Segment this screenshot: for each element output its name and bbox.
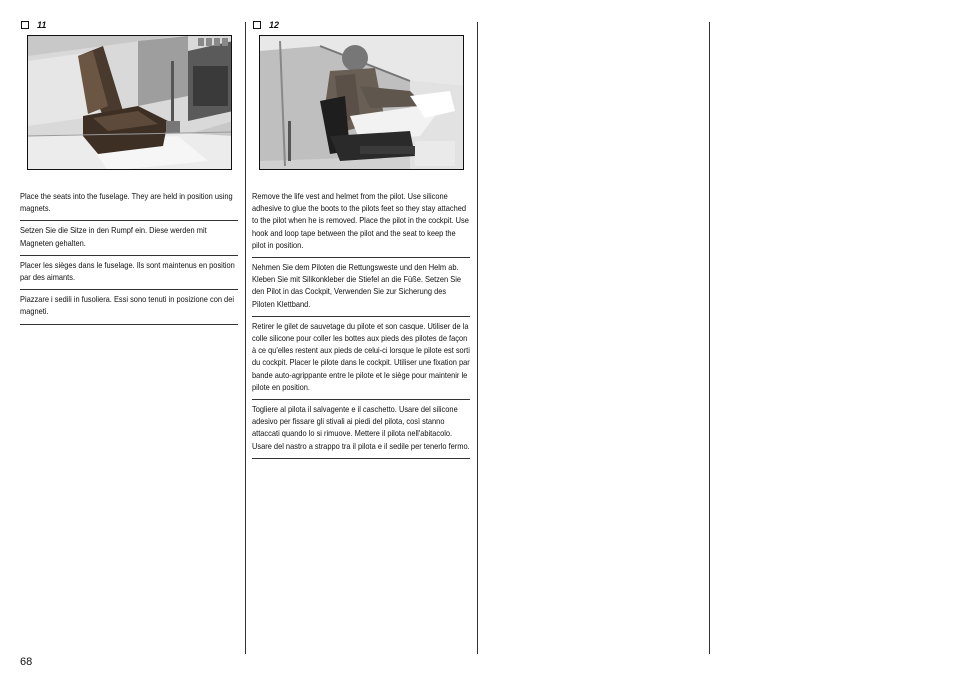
paragraph-french: Placer les sièges dans le fuselage. Ils sont maintenus en position par des aimants.	[20, 256, 238, 290]
step-11-header	[20, 18, 238, 32]
column-divider	[245, 22, 246, 654]
step-11-text	[20, 187, 238, 325]
step-number: 12	[269, 20, 280, 30]
checkbox-icon[interactable]	[21, 21, 29, 29]
step-11-photo	[27, 35, 232, 170]
column-divider	[709, 22, 710, 654]
step-11-column	[20, 18, 238, 325]
paragraph-english: Remove the life vest and helmet from the pilot. Use silicone adhesive to glue the boots to the pilots feet so they stay attached to the pilot when he is removed. Place the pilot in the cockpit. Use hook and loop tape between the pilot and the seat to keep the pilot in position.	[252, 187, 470, 258]
paragraph-italian: Piazzare i sedili in fusoliera. Essi sono tenuti in posizione con dei magneti.	[20, 290, 238, 324]
paragraph-german: Setzen Sie die Sitze in den Rumpf ein. Diese werden mit Magneten gehalten.	[20, 221, 238, 255]
step-12-text	[252, 187, 470, 459]
step-number: 11	[37, 20, 47, 30]
page-number: 68	[20, 656, 33, 668]
step-12-photo	[259, 35, 464, 170]
paragraph-german: Nehmen Sie dem Piloten die Rettungsweste und den Helm ab. Kleben Sie mit Silikonkleber die Stiefel an die Füße. Setzen Sie den Pilot in das Cockpit, Verwenden Sie zur Sicherung des Piloten Klettband.	[252, 258, 470, 317]
paragraph-italian: Togliere al pilota il salvagente e il caschetto. Usare del silicone adesivo per fissare gli stivali ai piedi del pilota, così stanno attaccati quando lo si rimuove. Mettere il pilota nell'abitacolo. Usare del nastro a strappo tra il pilota e il sedile per tenerlo fermo.	[252, 400, 470, 459]
column-divider	[477, 22, 478, 654]
paragraph-english: Place the seats into the fuselage. They are held in position using magnets.	[20, 187, 238, 221]
paragraph-french: Retirer le gilet de sauvetage du pilote et son casque. Utiliser de la colle silicone pour coller les bottes aux pieds des pilotes de façon à ce qu'elles restent aux pieds de celui-ci lorsque le pilote est sorti du cockpit. Placer le pilote dans le cockpit. Utiliser une fixation par bande auto-agrippante entre le pilote et le siège pour maintenir le pilote en position.	[252, 317, 470, 400]
step-12-header	[252, 18, 470, 32]
step-12-column	[252, 18, 470, 459]
checkbox-icon[interactable]	[253, 21, 261, 29]
